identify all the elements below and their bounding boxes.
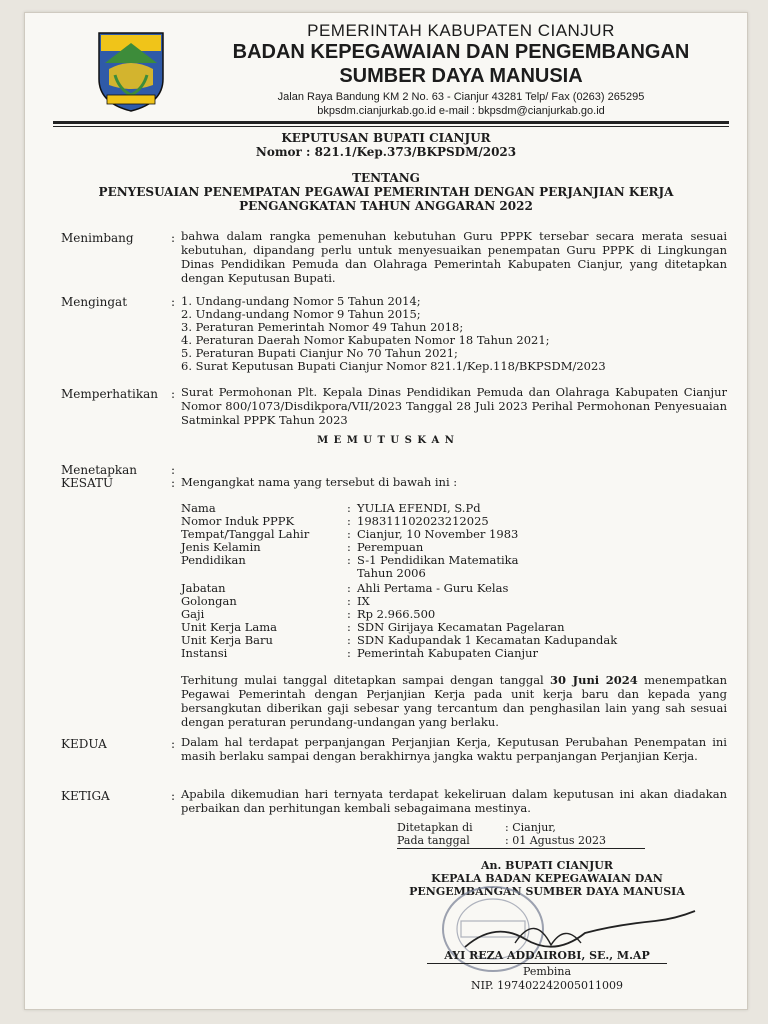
colon: : [347,501,351,515]
date-underline [397,848,645,849]
field-value: Perempuan [357,540,424,554]
place-value: : Cianjur, [505,821,556,834]
colon: : [347,514,351,528]
colon: : [347,633,351,647]
field-value: Ahli Pertama - Guru Kelas [357,581,509,595]
field-value: S-1 Pendidikan Matematika [357,553,519,567]
memperhatikan-label: Memperhatikan [61,387,158,401]
kesatu-intro: Mengangkat nama yang tersebut di bawah ini : [181,475,458,489]
signatory-line-3: PENGEMBANGAN SUMBER DAYA MANUSIA [409,885,685,898]
kedua-label: KEDUA [61,737,107,751]
kedua-text: Dalam hal terdapat perpanjangan Perjanjian Kerja, Keputusan Perubahan Penempatan ini masih berlaku sampai dengan berakhirnya jangka waktu perpanjangan Perjanjian Kerja. [181,735,727,763]
ketiga-text: Apabila dikemudian hari ternyata terdapat kekeliruan dalam keputusan ini akan diadakan perbaikan dan perhitungan kembali sebagaimana mestinya. [181,787,727,815]
kesatu-label: KESATU [61,476,114,490]
colon: : [171,295,176,309]
letterhead-line-government: PEMERINTAH KABUPATEN CIANJUR [307,21,615,40]
ketiga-label: KETIGA [61,789,110,803]
field-key: Instansi [181,646,228,660]
kesatu-closing-part-1: Terhitung mulai tanggal ditetapkan sampai dengan tanggal [181,673,551,687]
date-value: : 01 Agustus 2023 [505,834,607,847]
letterhead-rule-thick [53,121,729,124]
letterhead-rule-thin [53,126,729,127]
field-value: 198311102023212025 [357,514,489,528]
name-underline [427,963,667,964]
mengingat-item: 1. Undang-undang Nomor 5 Tahun 2014; [181,294,421,308]
signatory-rank: Pembina [522,965,572,978]
kesatu-closing-part-2: menempatkan Pegawai Pemerintah dengan Perjanjian Kerja pada unit kerja baru dan kepada yang bersangkutan diberikan gaji sebesar yang tercantum dan penghasilan lain yang sah sesuai dengan peraturan perundang-undangan yang berlaku. [181,673,727,729]
field-value: SDN Kadupandak 1 Kecamatan Kadupandak [357,633,618,647]
place-label: Ditetapkan di [397,821,473,834]
letterhead-address: Jalan Raya Bandung KM 2 No. 63 - Cianjur 43281 Telp/ Fax (0263) 265295 [277,91,645,103]
field-key: Pendidikan [181,553,246,567]
colon: : [171,476,176,490]
field-key: Nama [181,501,216,515]
mengingat-item: 6. Surat Keputusan Bupati Cianjur Nomor 821.1/Kep.118/BKPSDM/2023 [181,359,606,373]
field-key: Unit Kerja Lama [181,620,277,634]
colon: : [347,540,351,554]
colon: : [347,646,351,660]
letterhead-line-agency-2: SUMBER DAYA MANUSIA [339,65,583,87]
mengingat-item: 2. Undang-undang Nomor 9 Tahun 2015; [181,307,421,321]
signatory-line-2: KEPALA BADAN KEPEGAWAIAN DAN [431,872,663,885]
document-page [24,12,748,1010]
decree-title: KEPUTUSAN BUPATI CIANJUR [281,131,491,145]
mengingat-item: 4. Peraturan Daerah Nomor Kabupaten Nomor 18 Tahun 2021; [181,333,550,347]
field-key: Golongan [181,594,237,608]
field-value: Pemerintah Kabupaten Cianjur [357,646,538,660]
letterhead-contact: bkpsdm.cianjurkab.go.id e-mail : bkpsdm@cianjurkab.go.id [317,105,605,117]
field-value: IX [357,594,370,608]
menetapkan-label: Menetapkan [61,463,138,477]
kesatu-closing-date: 30 Juni 2024 [550,673,638,687]
signatory-name: AYI REZA ADDAIROBI, SE., M.AP [444,949,650,962]
colon: : [171,789,176,803]
field-value: SDN Girijaya Kecamatan Pagelaran [357,620,565,634]
kesatu-closing [181,673,727,729]
field-key: Unit Kerja Baru [181,633,273,647]
mengingat-label: Mengingat [61,295,128,309]
signatory-nip: NIP. 197402242005011009 [470,979,624,992]
decree-subject-2: PENGANGKATAN TAHUN ANGGARAN 2022 [239,199,533,213]
mengingat-item: 5. Peraturan Bupati Cianjur No 70 Tahun 2021; [181,346,458,360]
colon: : [171,231,176,245]
date-label: Pada tanggal [397,834,470,847]
field-key: Tempat/Tanggal Lahir [181,527,310,541]
field-value: YULIA EFENDI, S.Pd [357,501,481,515]
colon: : [171,387,176,401]
colon: : [347,594,351,608]
colon: : [171,463,176,477]
memutuskan-heading: M E M U T U S K A N [317,435,455,446]
field-key: Nomor Induk PPPK [181,514,295,528]
colon: : [347,581,351,595]
colon: : [347,620,351,634]
field-key: Jabatan [181,581,226,595]
decree-number: Nomor : 821.1/Kep.373/BKPSDM/2023 [255,145,517,159]
field-key: Jenis Kelamin [181,540,261,554]
signatory-line-1: An. BUPATI CIANJUR [480,859,614,872]
colon: : [171,737,176,751]
field-key: Gaji [181,607,205,621]
letterhead-line-agency: BADAN KEPEGAWAIAN DAN PENGEMBANGAN [232,41,690,63]
decree-about: TENTANG [352,171,420,185]
colon: : [347,607,351,621]
letterhead [25,13,747,123]
decree-subject: PENYESUAIAN PENEMPATAN PEGAWAI PEMERINTAH DENGAN PERJANJIAN KERJA [98,185,674,199]
menimbang-label: Menimbang [61,231,134,245]
colon: : [347,553,351,567]
colon: : [347,527,351,541]
memperhatikan-text: Surat Permohonan Plt. Kepala Dinas Pendidikan Pemuda dan Olahraga Kabupaten Cianjur Nomor 800/1073/Disdikpora/VII/2023 Tanggal 28 Juli 2023 Perihal Permohonan Penyesuaian Satminkal PPPK Tahun 2023 [181,385,727,427]
field-value: Rp 2.966.500 [357,607,436,621]
mengingat-item: 3. Peraturan Pemerintah Nomor 49 Tahun 2018; [181,320,464,334]
field-value-continuation: Tahun 2006 [357,566,426,580]
menimbang-text: bahwa dalam rangka pemenuhan kebutuhan Guru PPPK tersebar secara merata sesuai kebutuhan, dipandang perlu untuk menyesuaikan penempatan Guru PPPK di Lingkungan Dinas Pendidikan Pemuda dan Olahraga Pemerintah Kabupaten Cianjur, yang ditetapkan dengan Keputusan Bupati. [181,229,727,285]
field-value: Cianjur, 10 November 1983 [357,527,519,541]
